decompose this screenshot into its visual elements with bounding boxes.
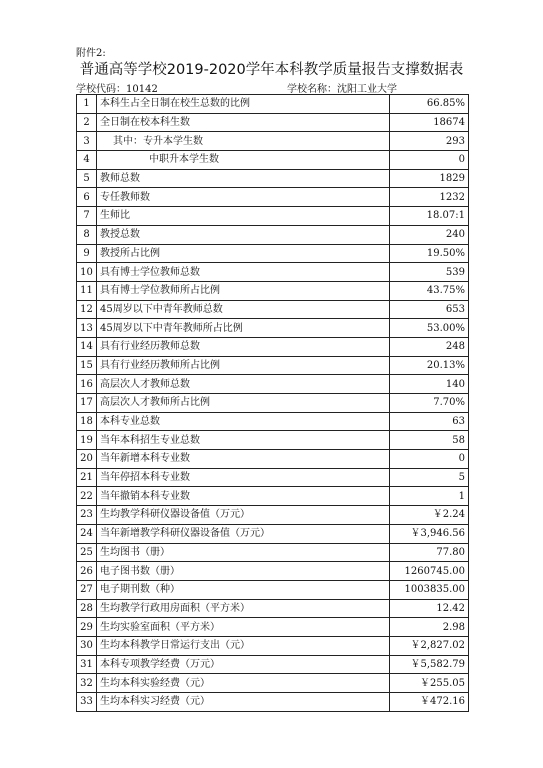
- row-number: 9: [77, 244, 97, 263]
- row-number: 15: [77, 356, 97, 375]
- row-label: 45周岁以下中青年教师总数: [97, 300, 390, 319]
- school-name: 学校名称：沈阳工业大学: [287, 84, 397, 95]
- row-label: 当年新增本科专业数: [97, 450, 390, 469]
- row-value: 539: [390, 263, 469, 282]
- row-label: 教授所占比例: [97, 244, 390, 263]
- row-value: ￥472.16: [390, 693, 469, 712]
- table-row: [77, 151, 469, 170]
- row-number: 11: [77, 281, 97, 300]
- table-row: [77, 562, 469, 581]
- row-value: 18674: [390, 113, 469, 132]
- row-number: 18: [77, 412, 97, 431]
- row-number: 5: [77, 169, 97, 188]
- table-row: [77, 468, 469, 487]
- row-value: 293: [390, 132, 469, 151]
- table-row: [77, 431, 469, 450]
- table-row: [77, 281, 469, 300]
- row-label: 生均本科实习经费（元）: [97, 693, 390, 712]
- row-number: 24: [77, 524, 97, 543]
- row-value: 2.98: [390, 618, 469, 637]
- row-number: 14: [77, 337, 97, 356]
- row-number: 33: [77, 693, 97, 712]
- row-number: 27: [77, 580, 97, 599]
- row-label: 其中：专升本学生数: [97, 132, 390, 151]
- table-row: [77, 543, 469, 562]
- row-value: 1003835.00: [390, 580, 469, 599]
- table-row: [77, 655, 469, 674]
- table-row: [77, 95, 469, 114]
- row-number: 21: [77, 468, 97, 487]
- row-label: 中职升本学生数: [97, 151, 390, 170]
- table-row: [77, 225, 469, 244]
- row-label: 教授总数: [97, 225, 390, 244]
- table-row: [77, 618, 469, 637]
- row-value: 12.42: [390, 599, 469, 618]
- row-label: 本科专业总数: [97, 412, 390, 431]
- row-number: 13: [77, 319, 97, 338]
- row-number: 20: [77, 450, 97, 469]
- row-label: 生均本科实验经费（元）: [97, 674, 390, 693]
- row-label: 电子图书数（册）: [97, 562, 390, 581]
- table-row: [77, 450, 469, 469]
- table-row: [77, 263, 469, 282]
- row-value: 77.80: [390, 543, 469, 562]
- table-row: [77, 599, 469, 618]
- row-value: 58: [390, 431, 469, 450]
- row-value: ￥3,946.56: [390, 524, 469, 543]
- row-number: 25: [77, 543, 97, 562]
- table-row: [77, 674, 469, 693]
- row-label: 生均教学科研仪器设备值（万元）: [97, 506, 390, 525]
- school-code: 学校代码：10142: [76, 84, 158, 95]
- row-value: 1829: [390, 169, 469, 188]
- row-number: 32: [77, 674, 97, 693]
- row-value: ￥2.24: [390, 506, 469, 525]
- table-row: [77, 300, 469, 319]
- row-value: 1232: [390, 188, 469, 207]
- row-label: 具有博士学位教师所占比例: [97, 281, 390, 300]
- row-number: 31: [77, 655, 97, 674]
- row-value: 0: [390, 450, 469, 469]
- data-table-body: [77, 95, 469, 712]
- row-label: 电子期刊数（种）: [97, 580, 390, 599]
- table-row: [77, 132, 469, 151]
- row-number: 30: [77, 636, 97, 655]
- table-row: [77, 394, 469, 413]
- row-value: 1: [390, 487, 469, 506]
- row-value: 1260745.00: [390, 562, 469, 581]
- row-value: 248: [390, 337, 469, 356]
- row-number: 10: [77, 263, 97, 282]
- table-row: [77, 169, 469, 188]
- table-row: [77, 524, 469, 543]
- row-label: 生均本科教学日常运行支出（元）: [97, 636, 390, 655]
- row-number: 12: [77, 300, 97, 319]
- row-label: 专任教师数: [97, 188, 390, 207]
- page-title: 普通高等学校2019-2020学年本科教学质量报告支撑数据表: [79, 62, 464, 78]
- row-value: 19.50%: [390, 244, 469, 263]
- row-value: 66.85%: [390, 95, 469, 114]
- table-row: [77, 487, 469, 506]
- row-number: 2: [77, 113, 97, 132]
- row-value: 653: [390, 300, 469, 319]
- row-number: 1: [77, 95, 97, 114]
- table-row: [77, 375, 469, 394]
- row-label: 生师比: [97, 207, 390, 226]
- row-label: 生均教学行政用房面积（平方米）: [97, 599, 390, 618]
- table-row: [77, 188, 469, 207]
- row-label: 高层次人才教师总数: [97, 375, 390, 394]
- row-number: 3: [77, 132, 97, 151]
- table-row: [77, 580, 469, 599]
- row-number: 4: [77, 151, 97, 170]
- row-label: 高层次人才教师所占比例: [97, 394, 390, 413]
- row-value: ￥2,827.02: [390, 636, 469, 655]
- row-number: 17: [77, 394, 97, 413]
- row-label: 当年停招本科专业数: [97, 468, 390, 487]
- row-number: 28: [77, 599, 97, 618]
- table-row: [77, 337, 469, 356]
- row-label: 教师总数: [97, 169, 390, 188]
- row-number: 29: [77, 618, 97, 637]
- row-value: 18.07:1: [390, 207, 469, 226]
- row-value: 20.13%: [390, 356, 469, 375]
- table-row: [77, 319, 469, 338]
- row-label: 具有博士学位教师总数: [97, 263, 390, 282]
- table-row: [77, 244, 469, 263]
- row-label: 本科生占全日制在校生总数的比例: [97, 95, 390, 114]
- row-value: 43.75%: [390, 281, 469, 300]
- row-value: 53.00%: [390, 319, 469, 338]
- table-row: [77, 693, 469, 712]
- row-label: 全日制在校本科生数: [97, 113, 390, 132]
- row-number: 26: [77, 562, 97, 581]
- row-value: ￥5,582.79: [390, 655, 469, 674]
- row-label: 当年撤销本科专业数: [97, 487, 390, 506]
- row-label: 具有行业经历教师总数: [97, 337, 390, 356]
- table-row: [77, 356, 469, 375]
- row-label: 本科专项教学经费（万元）: [97, 655, 390, 674]
- row-value: ￥255.05: [390, 674, 469, 693]
- table-row: [77, 506, 469, 525]
- row-label: 生均图书（册）: [97, 543, 390, 562]
- table-row: [77, 412, 469, 431]
- row-number: 7: [77, 207, 97, 226]
- data-table: [76, 94, 469, 712]
- row-number: 23: [77, 506, 97, 525]
- row-label: 45周岁以下中青年教师所占比例: [97, 319, 390, 338]
- row-number: 6: [77, 188, 97, 207]
- row-label: 具有行业经历教师所占比例: [97, 356, 390, 375]
- row-label: 生均实验室面积（平方米）: [97, 618, 390, 637]
- row-number: 19: [77, 431, 97, 450]
- row-value: 240: [390, 225, 469, 244]
- table-row: [77, 636, 469, 655]
- row-value: 63: [390, 412, 469, 431]
- attachment-label: 附件2:: [76, 48, 106, 59]
- row-value: 5: [390, 468, 469, 487]
- table-row: [77, 113, 469, 132]
- row-label: 当年新增教学科研仪器设备值（万元）: [97, 524, 390, 543]
- row-number: 16: [77, 375, 97, 394]
- row-value: 140: [390, 375, 469, 394]
- row-value: 0: [390, 151, 469, 170]
- row-label: 当年本科招生专业总数: [97, 431, 390, 450]
- row-number: 8: [77, 225, 97, 244]
- table-row: [77, 207, 469, 226]
- row-number: 22: [77, 487, 97, 506]
- row-value: 7.70%: [390, 394, 469, 413]
